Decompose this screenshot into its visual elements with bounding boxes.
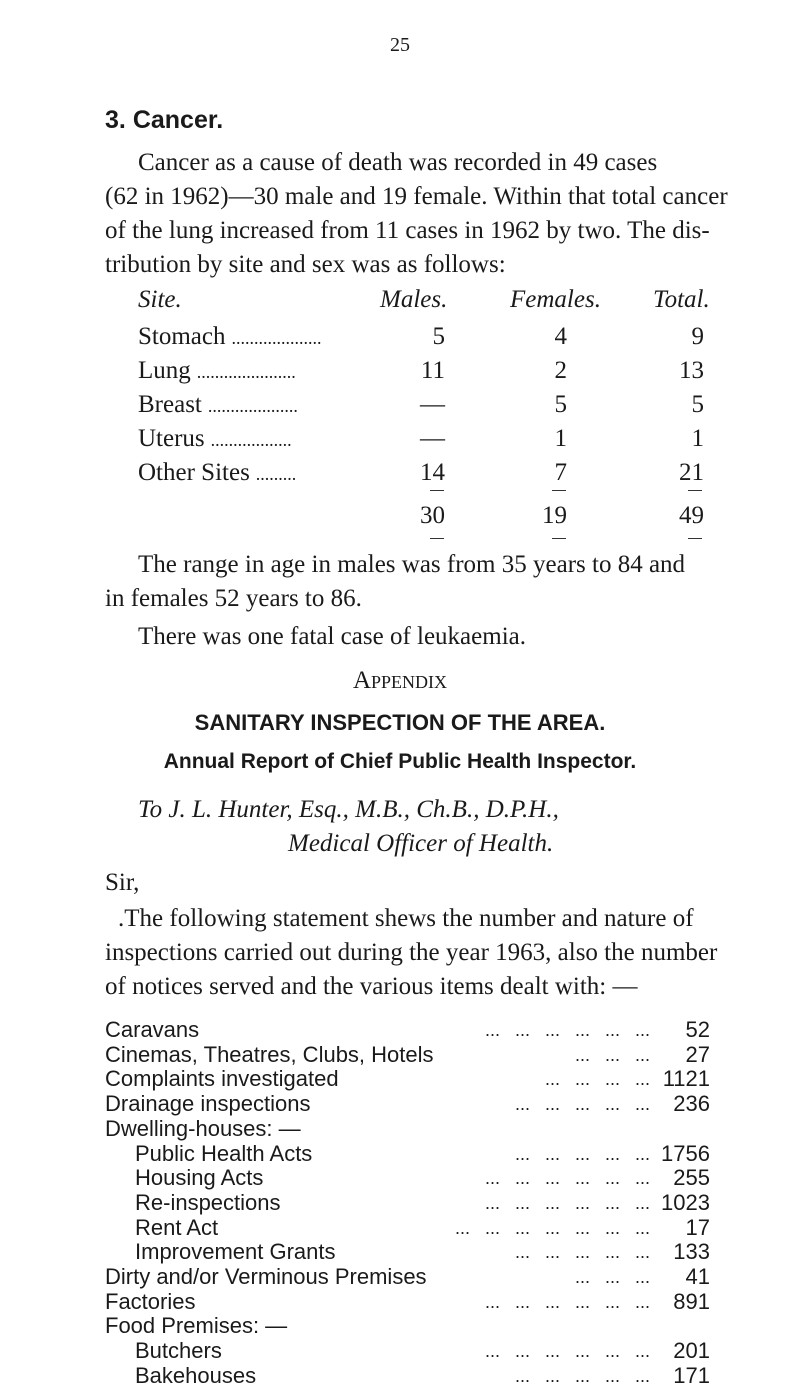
inspection-count: 1756 (661, 1141, 710, 1166)
dot-leader: ... ... ... (574, 1045, 650, 1065)
age-range-line: The range in age in males was from 35 years to 84 and (138, 551, 686, 578)
dot-leader: ... ... ... (574, 1267, 650, 1287)
site-row-label (138, 388, 298, 423)
dot-leader: ...................... (196, 362, 296, 382)
addressee-title: Medical Officer of Health. (288, 830, 554, 857)
intro-line: Cancer as a cause of death was recorded in 49 cases (138, 149, 658, 176)
inspection-count: 171 (673, 1363, 710, 1388)
inspection-label: Rent Act (135, 1215, 219, 1240)
dot-leader: ... ... ... ... ... (514, 1094, 650, 1114)
statement-line: .The following statement shews the number and nature of (118, 905, 694, 932)
inspection-label: Factories (105, 1289, 196, 1314)
salutation: Sir, (105, 869, 140, 896)
appendix-heading: Appendix (352, 667, 448, 694)
inspection-count: 1121 (662, 1066, 710, 1091)
inspection-count: 255 (673, 1165, 710, 1190)
addressee-line: To J. L. Hunter, Esq., M.B., Ch.B., D.P.H., (138, 796, 559, 823)
males-column-header: Males. (380, 286, 448, 313)
males-value: 14 (420, 459, 445, 486)
intro-line: of the lung increased from 11 cases in 1962 by two. The dis- (105, 217, 710, 244)
inspection-label: Bakehouses (135, 1363, 257, 1388)
dot-leader: ... ... ... ... ... ... (484, 1292, 650, 1312)
inspection-label: Re-inspections (135, 1190, 281, 1215)
section-title: Cancer. (132, 106, 224, 134)
females-value: 2 (554, 357, 567, 384)
males-rule (430, 490, 444, 491)
dot-leader: ... ... ... ... ... ... (484, 1168, 650, 1188)
inspection-label: Housing Acts (135, 1165, 264, 1190)
inspection-label: Complaints investigated (105, 1066, 339, 1091)
females-rule (552, 490, 566, 491)
total-value: 5 (691, 391, 704, 418)
dot-leader: ... ... ... ... ... (514, 1366, 650, 1386)
statement-line: of notices served and the various items dealt with: — (105, 973, 638, 1000)
section-heading (105, 106, 223, 135)
age-range-line: in females 52 years to 86. (105, 585, 362, 612)
site-name: Stomach (138, 323, 226, 350)
site-row-label (138, 320, 322, 355)
inspection-label: Caravans (105, 1017, 200, 1042)
inspection-label: Dwelling-houses: — (105, 1116, 301, 1141)
inspection-count: 133 (673, 1239, 710, 1264)
inspection-label: Dirty and/or Verminous Premises (105, 1264, 427, 1289)
intro-line: (62 in 1962)—30 male and 19 female. Within that total cancer (105, 183, 728, 210)
dot-leader: ... ... ... ... ... (514, 1242, 650, 1262)
site-name: Breast (138, 391, 202, 418)
males-value: — (420, 391, 445, 418)
statement-line: inspections carried out during the year 1963, also the number (105, 939, 718, 966)
females-bottom-rule (552, 538, 566, 539)
total-value: 9 (691, 323, 704, 350)
males-bottom-rule (430, 538, 444, 539)
inspection-count: 1023 (661, 1190, 710, 1215)
total-rule (688, 490, 702, 491)
inspection-label: Improvement Grants (135, 1239, 336, 1264)
site-name: Lung (138, 357, 191, 384)
page-number: 25 (390, 34, 410, 56)
grand-total: 49 (679, 502, 704, 529)
inspection-count: 41 (685, 1264, 710, 1289)
dot-leader: ... ... ... ... (544, 1069, 650, 1089)
males-value: — (420, 425, 445, 452)
females-value: 5 (554, 391, 567, 418)
inspection-count: 236 (673, 1091, 710, 1116)
inspection-count: 201 (673, 1338, 710, 1363)
inspection-label: Food Premises: — (105, 1313, 288, 1338)
total-value: 13 (679, 357, 704, 384)
females-value: 4 (554, 323, 567, 350)
inspection-label: Cinemas, Theatres, Clubs, Hotels (105, 1042, 434, 1067)
leukaemia-note: There was one fatal case of leukaemia. (138, 623, 526, 650)
site-name: Other Sites (138, 459, 250, 486)
dot-leader: .................... (207, 396, 298, 416)
dot-leader: .................... (231, 328, 322, 348)
section-number: 3. (105, 106, 126, 134)
dot-leader: ... ... ... ... ... ... (484, 1341, 650, 1361)
site-row-label (138, 456, 296, 491)
inspection-count: 52 (685, 1017, 710, 1042)
inspection-count: 891 (673, 1289, 710, 1314)
site-row-label (138, 354, 296, 389)
inspection-label: Drainage inspections (105, 1091, 311, 1116)
intro-line: tribution by site and sex was as follows: (105, 251, 506, 278)
females-total: 19 (542, 502, 567, 529)
total-value: 1 (691, 425, 704, 452)
females-column-header: Females. (510, 286, 601, 313)
dot-leader: ... ... ... ... ... ... ... (454, 1218, 650, 1238)
dot-leader: ... ... ... ... ... (514, 1144, 650, 1164)
dot-leader: ... ... ... ... ... ... (484, 1020, 650, 1040)
total-column-header: Total. (653, 286, 710, 313)
females-value: 7 (554, 459, 567, 486)
inspection-label: Butchers (135, 1338, 222, 1363)
inspection-count: 17 (685, 1215, 710, 1240)
dot-leader: ......... (255, 464, 297, 484)
inspection-count: 27 (685, 1042, 710, 1067)
total-value: 21 (679, 459, 704, 486)
annual-report-heading: Annual Report of Chief Public Health Inspector. (163, 750, 637, 773)
dot-leader: .................. (210, 430, 292, 450)
dot-leader: ... ... ... ... ... ... (484, 1193, 650, 1213)
site-row-label (138, 422, 292, 457)
males-value: 5 (432, 323, 445, 350)
sanitary-inspection-heading: SANITARY INSPECTION OF THE AREA. (194, 710, 606, 735)
site-column-header: Site. (138, 286, 182, 313)
males-total: 30 (420, 502, 445, 529)
site-name: Uterus (138, 425, 205, 452)
inspection-label: Public Health Acts (135, 1141, 313, 1166)
females-value: 1 (554, 425, 567, 452)
males-value: 11 (420, 357, 445, 384)
total-bottom-rule (688, 538, 702, 539)
